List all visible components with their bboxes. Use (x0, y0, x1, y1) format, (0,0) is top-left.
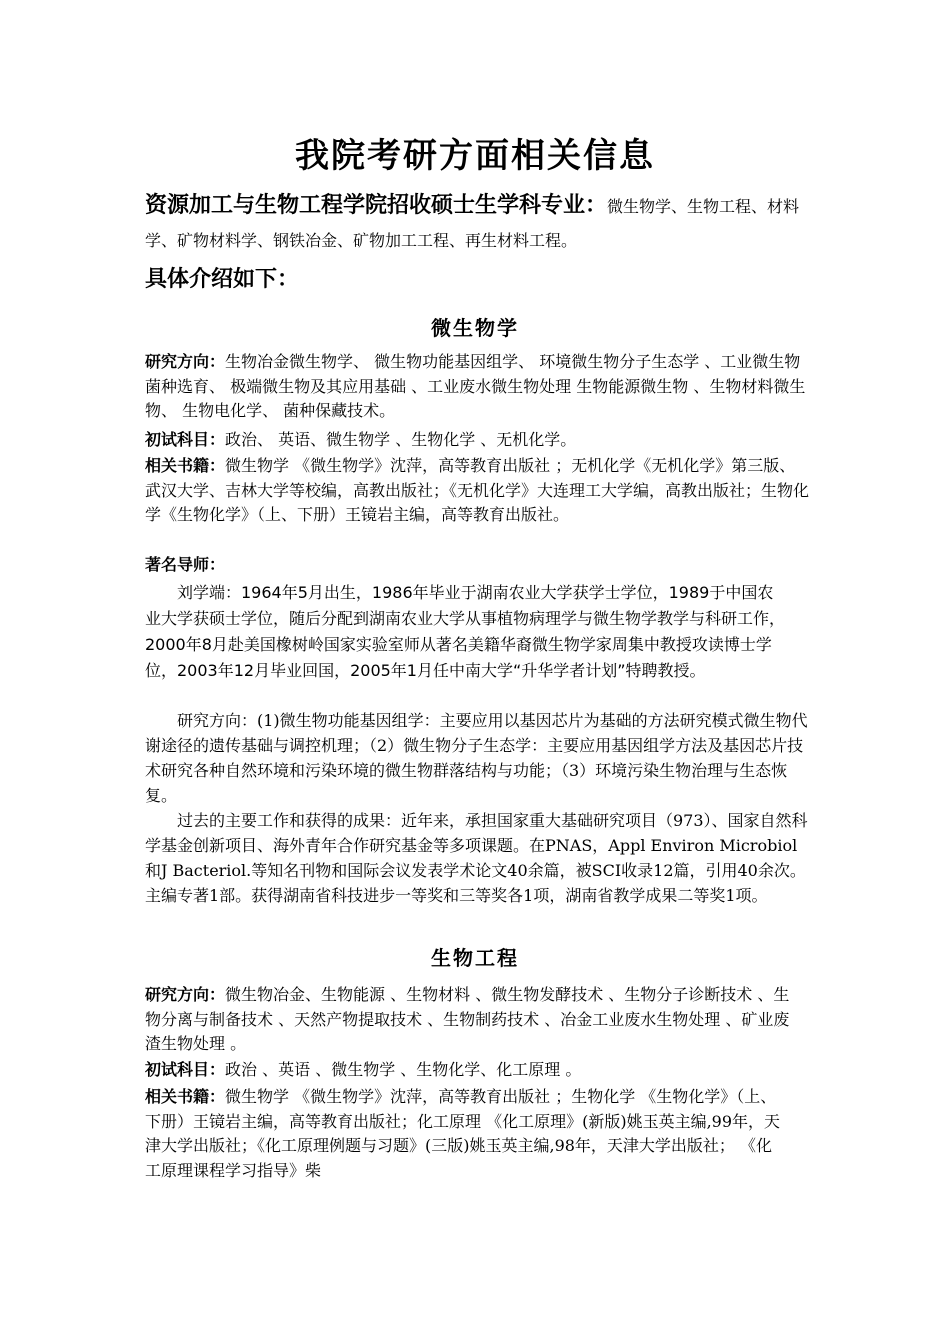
intro-paragraph (145, 188, 810, 258)
related-books (145, 454, 810, 528)
section-title-bioengineering: 生物工程 (431, 946, 519, 970)
details-heading: 具体介绍如下： (145, 266, 300, 292)
related-books-2 (145, 1085, 785, 1183)
exam-subjects-2 (145, 1058, 810, 1083)
intro-majors: 微生物学、生物工程、材料学、矿物材料学、钢铁冶金、矿物加工工程、再生材料工程。 (145, 197, 800, 250)
books-text-2: 微生物学 《微生物学》沈萍，高等教育出版社 ；生物化学 《生物化学》（上、下册）王镜岩主编，高等教育出版社；化工原理 《化工原理》(新版)姚玉英主编,99年，天津大学出版社；《化工原理例题与习题》(三版)姚玉英主编,98年，天津大学出版社； 《化工原理课程学习指导》柴 (145, 1087, 781, 1180)
mentor-achievements: 过去的主要工作和获得的成果：近年来，承担国家重大基础研究项目（973）、国家自然科学基金创新项目、海外青年合作研究基金等多项课题。在PNAS，Appl Environ Microbiol和J Bacteriol.等知名刊物和国际会议发表学术论文40余篇，被SCI收录12篇，引用40余次。主编专著1部。获得湖南省科技进步一等奖和三等奖各1项，湖南省教学成果二等奖1项。 (145, 811, 808, 905)
exam-label-2: 初试科目： (145, 1060, 226, 1079)
research-label: 研究方向： (145, 352, 226, 371)
research-label-2: 研究方向： (145, 985, 226, 1004)
section-title-microbiology: 微生物学 (431, 316, 519, 340)
mentor-research: 研究方向：(1)微生物功能基因组学：主要应用以基因芯片为基础的方法研究模式微生物代谢途径的遗传基础与调控机理；（2）微生物分子生态学：主要应用基因组学方法及基因芯片技术研究各种自然环境和污染环境的微生物群落结构与功能；（3）环境污染生物治理与生态恢复。 (145, 711, 808, 805)
books-label-2: 相关书籍： (145, 1087, 226, 1106)
exam-text: 政治、 英语、微生物学 、生物化学 、无机化学。 (225, 430, 577, 449)
page-title: 我院考研方面相关信息 (295, 136, 655, 176)
exam-label: 初试科目： (145, 430, 226, 449)
exam-text-2: 政治 、英语 、微生物学 、生物化学、化工原理 。 (225, 1060, 582, 1079)
mentors-heading (145, 553, 810, 578)
research-text-2: 微生物冶金、生物能源 、生物材料 、微生物发酵技术 、生物分子诊断技术 、生物分离与制备技术 、天然产物提取技术 、生物制药技术 、冶金工业废水生物处理 、矿业废渣生物处理 。 (145, 985, 790, 1053)
books-text: 微生物学 《微生物学》沈萍，高等教育出版社 ；无机化学《无机化学》第三版、武汉大学、吉林大学等校编，高教出版社；《无机化学》大连理工大学编，高教出版社；生物化学《生物化学》（上、下册）王镜岩主编，高等教育出版社。 (145, 456, 810, 524)
research-text: 生物冶金微生物学、 微生物功能基因组学、 环境微生物分子生态学 、工业微生物菌种选育、 极端微生物及其应用基础 、工业废水微生物处理 生物能源微生物 、生物材料微生物、 生物电化学、 菌种保藏技术。 (145, 352, 806, 420)
research-directions-2 (145, 983, 795, 1057)
books-label: 相关书籍： (145, 456, 226, 475)
mentor-bio: 刘学端：1964年5月出生，1986年毕业于湖南农业大学获学士学位，1989于中国农业大学获硕士学位，随后分配到湖南农业大学从事植物病理学与微生物学教学与科研工作，2000年8月赴美国橡树岭国家实验室师从著名美籍华裔微生物学家周集中教授攻读博士学位，2003年12月毕业回国，2005年1月任中南大学“升华学者计划”特聘教授。 (145, 583, 786, 680)
intro-lead: 资源加工与生物工程学院招收硕士生学科专业： (145, 192, 608, 218)
mentors-label: 著名导师： (145, 555, 226, 574)
exam-subjects (145, 428, 810, 453)
research-directions (145, 350, 810, 424)
